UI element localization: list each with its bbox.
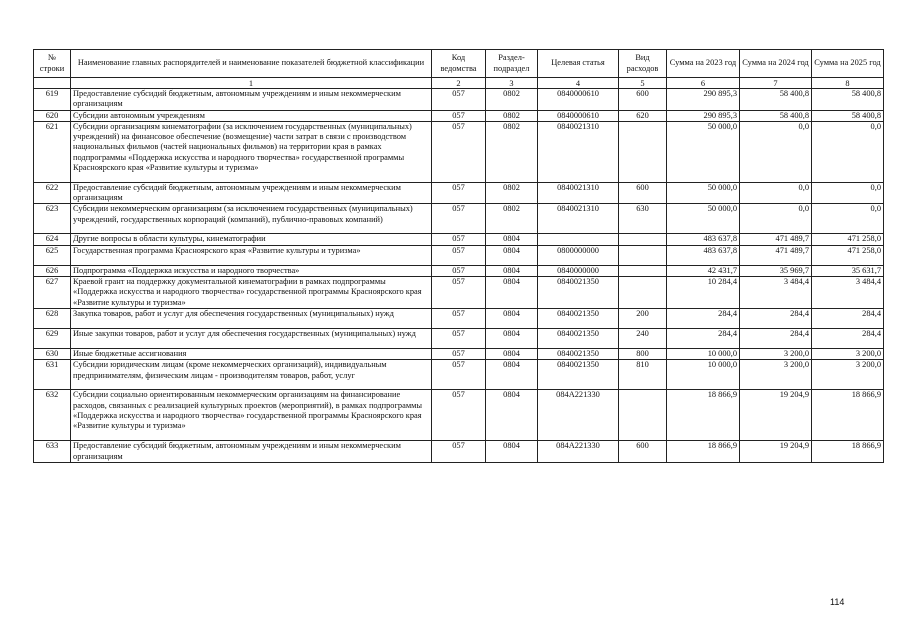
row-name-cell: Предоставление субсидий бюджетным, автономным учреждениям и иным некоммерческим организациям xyxy=(71,89,432,111)
target-article-cell: 0840021350 xyxy=(538,328,619,348)
row-number-cell: 619 xyxy=(34,89,71,111)
row-name-cell: Субсидии автономным учреждениям xyxy=(71,110,432,121)
expense-type-cell: 810 xyxy=(619,360,667,390)
section-code-cell: 0804 xyxy=(486,234,538,245)
sum-2024-cell: 58 400,8 xyxy=(740,89,812,111)
table-row xyxy=(34,182,884,204)
sum-2024-cell: 284,4 xyxy=(740,328,812,348)
section-code-cell: 0804 xyxy=(486,390,538,441)
table-row xyxy=(34,234,884,245)
table-body xyxy=(34,89,884,463)
table-header xyxy=(34,50,884,89)
department-code-cell: 057 xyxy=(432,204,486,234)
sum-2025-cell: 3 200,0 xyxy=(812,348,884,359)
section-code-cell: 0804 xyxy=(486,277,538,309)
target-article-cell: 084A221330 xyxy=(538,441,619,463)
department-code-cell: 057 xyxy=(432,348,486,359)
section-code-cell: 0804 xyxy=(486,245,538,265)
sum-2024-cell: 19 204,9 xyxy=(740,441,812,463)
target-article-cell xyxy=(538,234,619,245)
sum-2025-cell: 0,0 xyxy=(812,204,884,234)
table-row xyxy=(34,121,884,182)
section-code-cell: 0802 xyxy=(486,204,538,234)
target-article-cell: 0840000610 xyxy=(538,110,619,121)
table-row xyxy=(34,390,884,441)
row-number-cell: 631 xyxy=(34,360,71,390)
sum-2024-cell: 3 200,0 xyxy=(740,360,812,390)
col-sum-2025-header: Сумма на 2025 год xyxy=(812,50,884,78)
sum-2023-cell: 18 866,9 xyxy=(667,390,740,441)
table-row xyxy=(34,308,884,328)
column-number-row xyxy=(34,78,884,89)
department-code-cell: 057 xyxy=(432,308,486,328)
department-code-cell: 057 xyxy=(432,234,486,245)
department-code-cell: 057 xyxy=(432,360,486,390)
target-article-cell: 0840021350 xyxy=(538,360,619,390)
table-row xyxy=(34,348,884,359)
row-number-cell: 628 xyxy=(34,308,71,328)
section-code-cell: 0804 xyxy=(486,348,538,359)
sum-2025-cell: 35 631,7 xyxy=(812,265,884,276)
column-number: 2 xyxy=(432,78,486,89)
expense-type-cell: 600 xyxy=(619,89,667,111)
sum-2023-cell: 290 895,3 xyxy=(667,89,740,111)
sum-2024-cell: 3 200,0 xyxy=(740,348,812,359)
sum-2023-cell: 10 000,0 xyxy=(667,348,740,359)
row-name-cell: Иные закупки товаров, работ и услуг для обеспечения государственных (муниципальных) нужд xyxy=(71,328,432,348)
sum-2023-cell: 284,4 xyxy=(667,328,740,348)
expense-type-cell xyxy=(619,234,667,245)
sum-2025-cell: 58 400,8 xyxy=(812,89,884,111)
department-code-cell: 057 xyxy=(432,277,486,309)
target-article-cell: 0840021350 xyxy=(538,277,619,309)
table-row xyxy=(34,277,884,309)
target-article-cell: 0800000000 xyxy=(538,245,619,265)
expense-type-cell xyxy=(619,245,667,265)
table-row xyxy=(34,328,884,348)
sum-2024-cell: 0,0 xyxy=(740,182,812,204)
col-sum-2023-header: Сумма на 2023 год xyxy=(667,50,740,78)
expense-type-cell xyxy=(619,265,667,276)
row-name-cell: Подпрограмма «Поддержка искусства и народного творчества» xyxy=(71,265,432,276)
section-code-cell: 0802 xyxy=(486,89,538,111)
col-section-header: Раздел-подраздел xyxy=(486,50,538,78)
target-article-cell: 0840000000 xyxy=(538,265,619,276)
department-code-cell: 057 xyxy=(432,110,486,121)
department-code-cell: 057 xyxy=(432,441,486,463)
sum-2025-cell: 3 200,0 xyxy=(812,360,884,390)
header-row xyxy=(34,50,884,78)
sum-2025-cell: 0,0 xyxy=(812,182,884,204)
sum-2023-cell: 42 431,7 xyxy=(667,265,740,276)
row-name-cell: Субсидии социально ориентированным некоммерческим организациям на финансирование расходов, связанных с реализацией культурных проектов (мероприятий), в рамках подпрограммы «Поддержка искусства и народного творчества» государственной программы Красноярского края «Развитие культуры и туризма» xyxy=(71,390,432,441)
sum-2025-cell: 3 484,4 xyxy=(812,277,884,309)
row-name-cell: Другие вопросы в области культуры, кинематографии xyxy=(71,234,432,245)
target-article-cell: 0840021310 xyxy=(538,121,619,182)
row-number-cell: 621 xyxy=(34,121,71,182)
col-target-article-header: Целевая статья xyxy=(538,50,619,78)
department-code-cell: 057 xyxy=(432,245,486,265)
target-article-cell: 0840021310 xyxy=(538,204,619,234)
table-row xyxy=(34,204,884,234)
sum-2023-cell: 50 000,0 xyxy=(667,121,740,182)
col-row-number-header: № строки xyxy=(34,50,71,78)
expense-type-cell: 600 xyxy=(619,441,667,463)
section-code-cell: 0804 xyxy=(486,441,538,463)
sum-2025-cell: 284,4 xyxy=(812,308,884,328)
section-code-cell: 0802 xyxy=(486,110,538,121)
column-number: 4 xyxy=(538,78,619,89)
column-number: 8 xyxy=(812,78,884,89)
row-number-cell: 633 xyxy=(34,441,71,463)
sum-2024-cell: 471 489,7 xyxy=(740,234,812,245)
sum-2024-cell: 471 489,7 xyxy=(740,245,812,265)
expense-type-cell: 240 xyxy=(619,328,667,348)
expense-type-cell: 800 xyxy=(619,348,667,359)
row-name-cell: Иные бюджетные ассигнования xyxy=(71,348,432,359)
budget-table xyxy=(33,49,884,463)
sum-2025-cell: 471 258,0 xyxy=(812,245,884,265)
sum-2025-cell: 0,0 xyxy=(812,121,884,182)
section-code-cell: 0802 xyxy=(486,182,538,204)
sum-2025-cell: 18 866,9 xyxy=(812,441,884,463)
column-number: 6 xyxy=(667,78,740,89)
sum-2023-cell: 290 895,3 xyxy=(667,110,740,121)
column-number: 3 xyxy=(486,78,538,89)
expense-type-cell xyxy=(619,390,667,441)
sum-2023-cell: 10 000,0 xyxy=(667,360,740,390)
row-number-cell: 625 xyxy=(34,245,71,265)
sum-2023-cell: 10 284,4 xyxy=(667,277,740,309)
col-expense-type-header: Вид расходов xyxy=(619,50,667,78)
row-name-cell: Закупка товаров, работ и услуг для обеспечения государственных (муниципальных) нужд xyxy=(71,308,432,328)
target-article-cell: 084A221330 xyxy=(538,390,619,441)
column-number: 1 xyxy=(71,78,432,89)
department-code-cell: 057 xyxy=(432,121,486,182)
row-name-cell: Субсидии некоммерческим организациям (за исключением государственных (муниципальных) учреждений, государственных корпораций (компаний), публично-правовых компаний) xyxy=(71,204,432,234)
sum-2023-cell: 483 637,8 xyxy=(667,234,740,245)
sum-2024-cell: 19 204,9 xyxy=(740,390,812,441)
sum-2024-cell: 3 484,4 xyxy=(740,277,812,309)
col-sum-2024-header: Сумма на 2024 год xyxy=(740,50,812,78)
section-code-cell: 0804 xyxy=(486,328,538,348)
target-article-cell: 0840021350 xyxy=(538,308,619,328)
page-number: 114 xyxy=(830,597,845,607)
table-row xyxy=(34,245,884,265)
row-name-cell: Субсидии юридическим лицам (кроме некоммерческих организаций), индивидуальным предпринимателям, физическим лицам - производителям товаров, работ, услуг xyxy=(71,360,432,390)
row-number-cell: 627 xyxy=(34,277,71,309)
table-row xyxy=(34,265,884,276)
target-article-cell: 0840000610 xyxy=(538,89,619,111)
target-article-cell: 0840021350 xyxy=(538,348,619,359)
department-code-cell: 057 xyxy=(432,89,486,111)
sum-2023-cell: 284,4 xyxy=(667,308,740,328)
section-code-cell: 0804 xyxy=(486,360,538,390)
row-name-cell: Предоставление субсидий бюджетным, автономным учреждениям и иным некоммерческим организациям xyxy=(71,441,432,463)
col-name-header: Наименование главных распорядителей и наименование показателей бюджетной классификации xyxy=(71,50,432,78)
row-number-cell: 622 xyxy=(34,182,71,204)
row-number-cell: 629 xyxy=(34,328,71,348)
department-code-cell: 057 xyxy=(432,182,486,204)
row-name-cell: Субсидии организациям кинематографии (за исключением государственных (муниципальных) учреждений) на финансовое обеспечение (возмещение) части затрат в связи с производством национальных фильмов (частей национальных фильмов) на территории края в рамках подпрограммы «Поддержка искусства и народного творчества» государственной программы Красноярского края «Развитие культуры и туризма» xyxy=(71,121,432,182)
sum-2025-cell: 58 400,8 xyxy=(812,110,884,121)
sum-2025-cell: 284,4 xyxy=(812,328,884,348)
expense-type-cell: 600 xyxy=(619,182,667,204)
row-name-cell: Предоставление субсидий бюджетным, автономным учреждениям и иным некоммерческим организациям xyxy=(71,182,432,204)
row-number-cell: 624 xyxy=(34,234,71,245)
column-number: 5 xyxy=(619,78,667,89)
budget-table-sheet xyxy=(33,49,883,463)
sum-2023-cell: 50 000,0 xyxy=(667,204,740,234)
department-code-cell: 057 xyxy=(432,390,486,441)
section-code-cell: 0802 xyxy=(486,121,538,182)
col-department-code-header: Код ведомства xyxy=(432,50,486,78)
sum-2025-cell: 18 866,9 xyxy=(812,390,884,441)
expense-type-cell xyxy=(619,121,667,182)
expense-type-cell: 200 xyxy=(619,308,667,328)
sum-2023-cell: 483 637,8 xyxy=(667,245,740,265)
row-name-cell: Государственная программа Красноярского края «Развитие культуры и туризма» xyxy=(71,245,432,265)
column-number: 7 xyxy=(740,78,812,89)
table-row xyxy=(34,110,884,121)
sum-2024-cell: 0,0 xyxy=(740,204,812,234)
expense-type-cell: 630 xyxy=(619,204,667,234)
table-row xyxy=(34,441,884,463)
sum-2023-cell: 18 866,9 xyxy=(667,441,740,463)
table-row xyxy=(34,89,884,111)
column-number xyxy=(34,78,71,89)
section-code-cell: 0804 xyxy=(486,265,538,276)
target-article-cell: 0840021310 xyxy=(538,182,619,204)
department-code-cell: 057 xyxy=(432,265,486,276)
sum-2024-cell: 35 969,7 xyxy=(740,265,812,276)
expense-type-cell: 620 xyxy=(619,110,667,121)
row-number-cell: 626 xyxy=(34,265,71,276)
sum-2024-cell: 58 400,8 xyxy=(740,110,812,121)
sum-2025-cell: 471 258,0 xyxy=(812,234,884,245)
row-number-cell: 623 xyxy=(34,204,71,234)
sum-2024-cell: 0,0 xyxy=(740,121,812,182)
row-number-cell: 630 xyxy=(34,348,71,359)
table-row xyxy=(34,360,884,390)
expense-type-cell xyxy=(619,277,667,309)
row-number-cell: 632 xyxy=(34,390,71,441)
sum-2023-cell: 50 000,0 xyxy=(667,182,740,204)
section-code-cell: 0804 xyxy=(486,308,538,328)
sum-2024-cell: 284,4 xyxy=(740,308,812,328)
row-name-cell: Краевой грант на поддержку документальной кинематографии в рамках подпрограммы «Поддержка искусства и народного творчества» государственной программы Красноярского края «Развитие культуры и туризма» xyxy=(71,277,432,309)
row-number-cell: 620 xyxy=(34,110,71,121)
department-code-cell: 057 xyxy=(432,328,486,348)
